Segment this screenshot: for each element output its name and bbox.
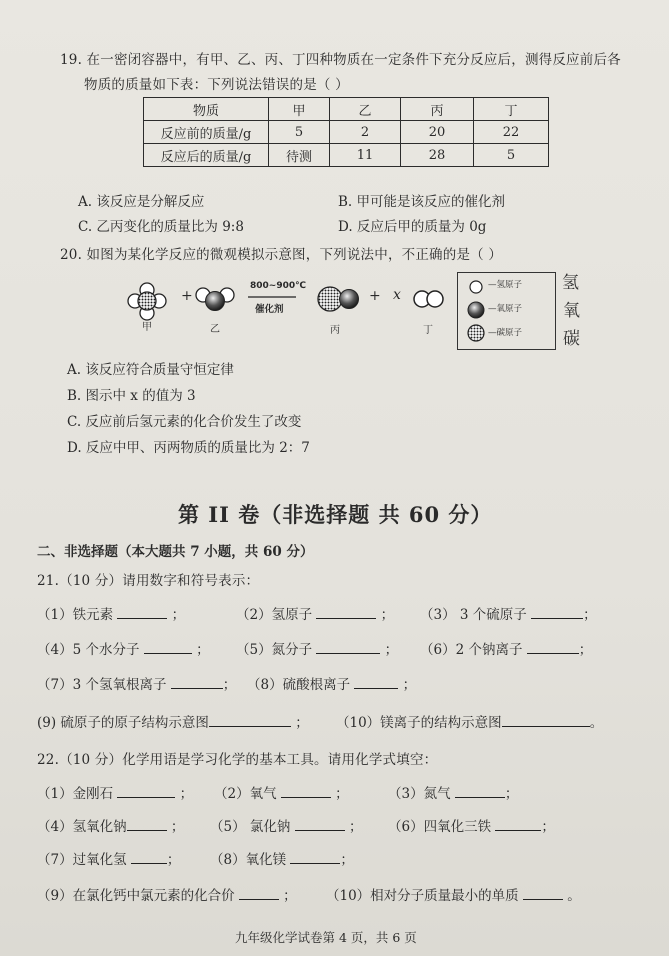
q21-item: （2）氢原子 ； [236, 607, 395, 623]
table-cell: 5 [474, 144, 549, 167]
answer-blank[interactable] [316, 652, 380, 654]
answer-blank[interactable] [117, 617, 167, 619]
q22-item: （9）在氯化钙中氯元素的化合价 ； [37, 888, 297, 904]
handwritten-note: 氢 [562, 273, 579, 293]
q22-item: （7）过氧化氢 ； [37, 852, 181, 868]
section2-heading: 二、非选择题（本大题共 7 小题，共 60 分） [37, 544, 314, 560]
label-ding: 丁 [423, 325, 433, 336]
table-cell: 丙 [401, 98, 474, 121]
handwritten-note: 碳 [563, 329, 580, 349]
molecule-yi [196, 288, 234, 311]
reaction-temperature: 800~900℃ [250, 281, 307, 291]
table-cell: 待测 [269, 144, 330, 167]
part2-title: 第 II 卷（非选择题 共 60 分） [178, 502, 493, 527]
answer-blank[interactable] [495, 829, 541, 831]
q20-option-d[interactable]: D. 反应中甲、丙两物质的质量比为 2：7 [67, 440, 310, 456]
answer-blank[interactable] [239, 898, 279, 900]
q22-item: （1）金刚石 ； [37, 786, 194, 802]
handwritten-note: 氧 [563, 301, 580, 321]
q20-option-c[interactable]: C. 反应前后氢元素的化合价发生了改变 [67, 414, 302, 430]
table-header-row [144, 98, 549, 121]
q22-item: （4）氢氧化钠 ； [37, 819, 185, 835]
answer-blank[interactable] [144, 652, 192, 654]
answer-blank[interactable] [295, 829, 345, 831]
q22-item: （5） 氯化钠 ； [210, 819, 363, 835]
answer-blank[interactable] [502, 725, 590, 727]
q21-item: （5）氮分子 ； [236, 642, 399, 658]
q19-mass-table [143, 97, 549, 167]
label-yi: 乙 [210, 324, 220, 335]
legend-symbols [464, 276, 490, 346]
page-footer: 九年级化学试卷第 4 页，共 6 页 [235, 930, 417, 945]
answer-blank[interactable] [209, 725, 291, 727]
plus-sign: + [181, 288, 193, 304]
table-cell: 甲 [269, 98, 330, 121]
q21-item: （4）5 个水分子 ； [37, 642, 210, 658]
legend-oxygen: —氧原子 [488, 304, 523, 314]
table-cell: 乙 [330, 98, 401, 121]
table-cell: 反应后的质量/g [144, 144, 269, 167]
legend-carbon: —碳原子 [488, 328, 523, 338]
q22-item: （3）氮气 ； [388, 786, 519, 802]
table-cell: 28 [401, 144, 474, 167]
q22-item: （6）四氧化三铁 ； [388, 819, 555, 835]
legend-hydrogen: —氢原子 [488, 280, 523, 290]
table-row [144, 121, 549, 144]
q19-option-c[interactable]: C. 乙丙变化的质量比为 9:8 [78, 219, 244, 235]
q21-stem: 21.（10 分）请用数字和符号表示： [37, 573, 260, 589]
q20-option-a[interactable]: A. 该反应符合质量守恒定律 [67, 362, 234, 378]
q20-option-b[interactable]: B. 图示中 x 的值为 3 [67, 388, 196, 404]
answer-blank[interactable] [290, 862, 340, 864]
answer-blank[interactable] [281, 796, 331, 798]
answer-blank[interactable] [523, 898, 563, 900]
q22-item: （10）相对分子质量最小的单质 。 [326, 888, 581, 904]
q19-option-a[interactable]: A. 该反应是分解反应 [78, 194, 205, 210]
molecule-bing [318, 287, 359, 311]
table-cell: 22 [474, 121, 549, 144]
q19-stem-line1: 19. 在一密闭容器中，有甲、乙、丙、丁四种物质在一定条件下充分反应后，测得反应前后各 [60, 52, 621, 68]
coefficient-x: x [393, 287, 401, 303]
atom-legend [457, 272, 556, 350]
q22-item: （8）氧化镁 ； [210, 852, 354, 868]
answer-blank[interactable] [316, 617, 376, 619]
answer-blank[interactable] [455, 796, 505, 798]
table-cell: 反应前的质量/g [144, 121, 269, 144]
q21-item: （3） 3 个硫原子 ； [420, 607, 597, 623]
table-cell: 5 [269, 121, 330, 144]
q21-item: （1）铁元素 ； [37, 607, 186, 623]
q21-item: （6）2 个钠离子 ； [420, 642, 593, 658]
answer-blank[interactable] [131, 862, 167, 864]
answer-blank[interactable] [354, 687, 398, 689]
q21-item: （7）3 个氢氧根离子 ； [37, 677, 237, 693]
q19-stem-line2: 物质的质量如下表：下列说法错误的是（ ） [84, 77, 349, 93]
table-cell: 物质 [144, 98, 269, 121]
reaction-catalyst: 催化剂 [255, 304, 284, 315]
q20-stem: 20. 如图为某化学反应的微观模拟示意图，下列说法中，不正确的是（ ） [60, 247, 503, 263]
q19-option-d[interactable]: D. 反应后甲的质量为 0g [338, 219, 487, 235]
q21-item: (9) 硫原子的原子结构示意图 ； [37, 715, 309, 731]
q21-item: （8）硫酸根离子 ； [247, 677, 417, 693]
plus-sign: + [369, 288, 381, 304]
molecule-jia [128, 283, 166, 320]
q22-item: （2）氧气 ； [214, 786, 349, 802]
table-row [144, 144, 549, 167]
q19-option-b[interactable]: B. 甲可能是该反应的催化剂 [338, 194, 506, 210]
q21-item: （10）镁离子的结构示意图 。 [336, 715, 604, 731]
table-cell: 丁 [474, 98, 549, 121]
answer-blank[interactable] [127, 829, 167, 831]
table-cell: 11 [330, 144, 401, 167]
label-jia: 甲 [142, 322, 152, 333]
answer-blank[interactable] [171, 687, 223, 689]
answer-blank[interactable] [527, 652, 579, 654]
answer-blank[interactable] [117, 796, 175, 798]
answer-blank[interactable] [531, 617, 583, 619]
reaction-diagram [120, 268, 460, 340]
molecule-ding [414, 291, 443, 307]
q22-stem: 22.（10 分）化学用语是学习化学的基本工具。请用化学式填空： [37, 752, 438, 768]
table-cell: 20 [401, 121, 474, 144]
label-bing: 丙 [330, 325, 340, 336]
table-cell: 2 [330, 121, 401, 144]
